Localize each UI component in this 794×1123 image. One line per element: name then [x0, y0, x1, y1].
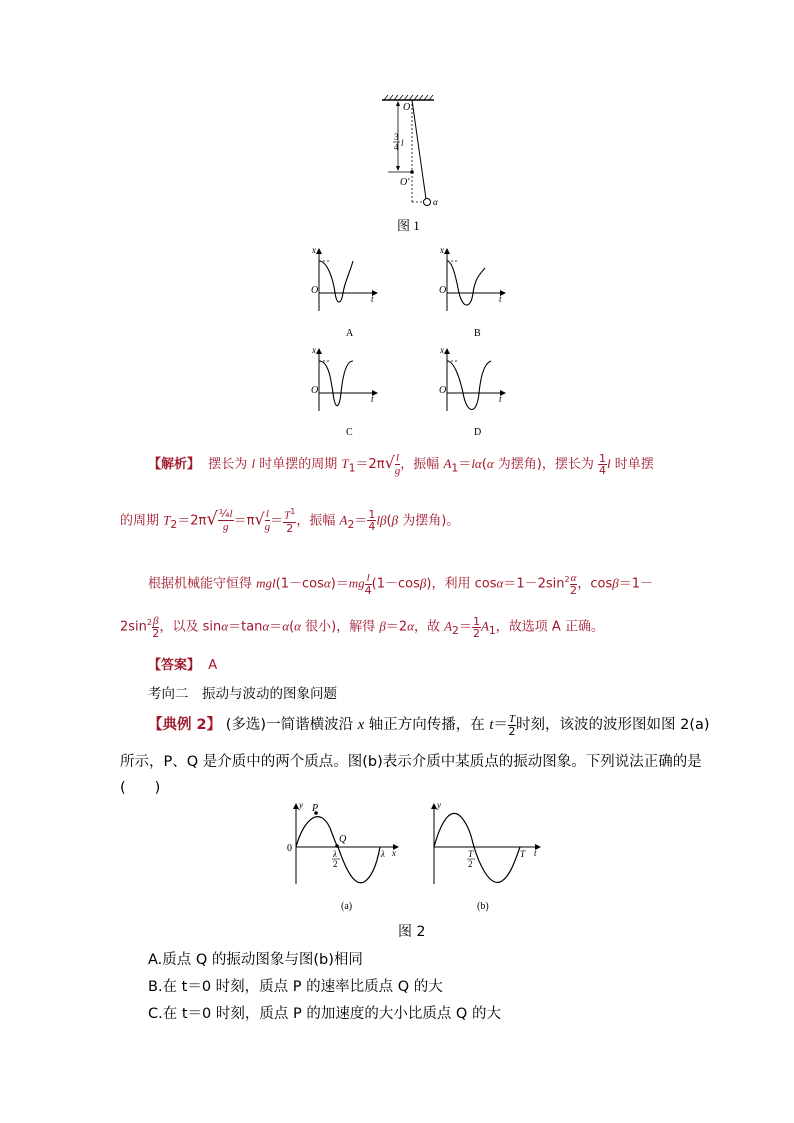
analysis-line-1: 【解析】 摆长为 l 时单摆的周期 $T_1=2\pi√$ $\frac{l}{g}$ ，振幅 $A_1=l\alpha(\alpha$ 为摆角)，摆长为 $\frac{1}{4}$ l 时单摆 [148, 452, 654, 477]
answer [148, 654, 217, 673]
example-tag: 【典例 2】 [148, 717, 222, 733]
svg-text:O: O [311, 285, 319, 296]
example-line-1: 【典例 2】 (多选)一简谐横波沿 x 轴正方向传播，在 t＝ $\frac{T}{2}$ 时刻，该波的波形图如图 2(a) [148, 713, 710, 738]
analysis-line-4: $2\sin^2$ $\frac{\beta}{2}$ ，以及 sinα＝tanα＝α(α 很小)，解得 β＝2α，故 $A_2=$ $\frac{1}{2}$ $A_1$，故选项 A 正确。 [120, 614, 604, 640]
answer-tag: 【答案】 [148, 658, 201, 673]
svg-text:2: 2 [333, 859, 338, 869]
fig2-caption: 图 2 [398, 924, 426, 940]
option-B: B.在 t＝0 时刻，质点 P 的速率比质点 Q 的大 [148, 979, 443, 995]
example-line-3: ( ) [120, 780, 161, 796]
wave-graph-a [287, 800, 398, 884]
answer-value: A [208, 658, 218, 673]
fig1-caption: 图 1 [397, 218, 420, 233]
wave-figure [280, 798, 550, 916]
svg-text:O: O [439, 385, 447, 396]
graph-C-label: C [346, 427, 353, 438]
svg-text:T: T [520, 849, 526, 859]
analysis-line-3: 根据机械能守恒得 mgl(1－cosα)＝mg $\frac{l}{4}$ (1－cosβ)，利用 $\cos\alpha=1-2\sin^2$ $\frac{\alpha}{2}$ ，cosβ＝1－ [148, 572, 653, 597]
label-length: 3 [394, 132, 399, 142]
label-O-prime: O′ [400, 177, 410, 188]
svg-text:t: t [499, 294, 502, 304]
svg-text:t: t [371, 294, 374, 304]
label-Q: Q [339, 834, 347, 845]
svg-text:4: 4 [394, 142, 399, 152]
svg-text:y: y [299, 800, 303, 810]
svg-text:l: l [401, 138, 404, 148]
analysis-line-2: 的周期 $T_2=2\pi√$ $\frac{\text{¼l}}{g}$ ＝π√ $\frac{l}{g}$ ＝ $\frac{T^1}{2}$ ，振幅 $A_2=$ $\frac{1}{4}$ lβ(β 为摆角)。 [120, 507, 460, 535]
label-alpha: α [433, 197, 438, 207]
graph-C [311, 345, 377, 411]
svg-text:λ: λ [333, 849, 337, 859]
svg-text:t: t [534, 848, 537, 858]
svg-text:2: 2 [468, 859, 473, 869]
graph-D [439, 345, 505, 411]
svg-text:0: 0 [287, 843, 292, 854]
pendulum-figure [370, 92, 450, 210]
wave-graph-b [434, 800, 540, 884]
label-O: O [403, 102, 411, 113]
svg-text:O: O [439, 285, 447, 296]
svg-text:x: x [312, 245, 316, 255]
svg-text:x: x [440, 245, 444, 255]
graph-D-label: D [474, 427, 482, 438]
example-line-2: 所示，P、Q 是介质中的两个质点。图(b)表示介质中某质点的振动图象。下列说法正确的是 [120, 754, 702, 770]
graph-A-label: A [346, 328, 354, 339]
svg-text:t: t [499, 394, 502, 404]
fig2-sub-a: (a) [341, 901, 353, 912]
graph-A [311, 245, 377, 311]
graph-B-label: B [474, 328, 481, 339]
svg-text:O: O [311, 385, 319, 396]
svg-text:T: T [468, 849, 474, 859]
svg-text:t: t [371, 394, 374, 404]
svg-text:y: y [437, 800, 441, 810]
analysis-tag: 【解析】 [148, 457, 201, 472]
option-A: A.质点 Q 的振动图象与图(b)相同 [148, 952, 363, 968]
xt-graphs [305, 243, 535, 443]
section-title: 考向二 振动与波动的图象问题 [148, 686, 337, 702]
label-P: P [312, 803, 319, 814]
option-C: C.在 t＝0 时刻，质点 P 的加速度的大小比质点 Q 的大 [148, 1006, 501, 1022]
svg-text:x: x [312, 345, 316, 355]
graph-B [439, 245, 505, 311]
svg-text:x: x [440, 345, 444, 355]
fig2-sub-b: (b) [477, 901, 489, 912]
svg-text:x: x [392, 848, 396, 858]
svg-text:λ: λ [381, 849, 385, 859]
